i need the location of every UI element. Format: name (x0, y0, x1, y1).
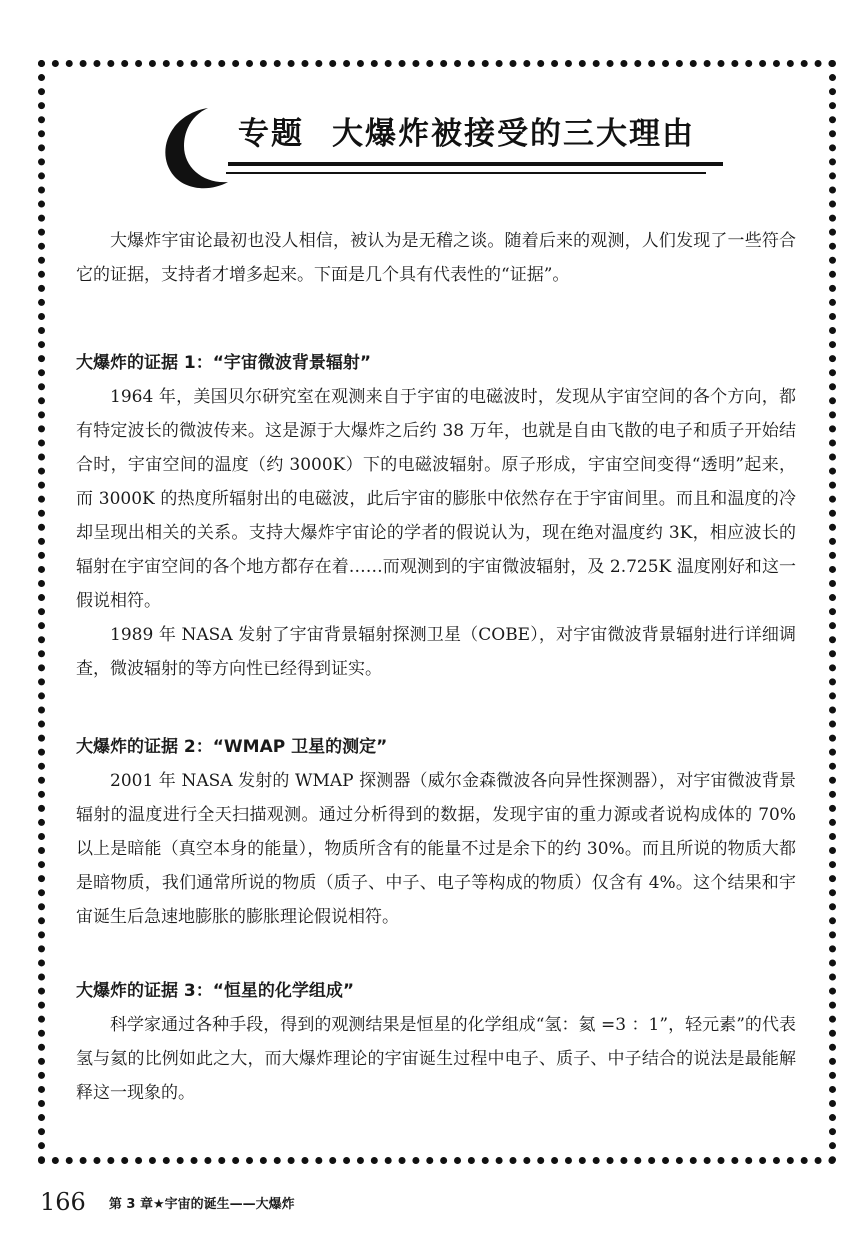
section-1-paragraph-1: 1964 年，美国贝尔研究室在观测来自于宇宙的电磁波时，发现从宇宙空间的各个方向，都有特定波长的微波传来。这是源于大爆炸之后约 38 万年，也就是自由飞散的电子和质子开始结合时，宇宙空间的温度（约 3000K）下的电磁波辐射。原子形成，宇宙空间变得“透明”起来，而 3000K 的热度所辐射出的电磁波，此后宇宙的膨胀中依然存在于宇宙间里。而且和温度的冷却呈现出相关的关系。支持大爆炸宇宙论的学者的假说认为，现在绝对温度约 3K，相应波长的辐射在宇宙空间的各个地方都存在着……而观测到的宇宙微波辐射，及 2.725K 温度刚好和这一假说相符。 (76, 387, 796, 611)
intro-paragraph: 大爆炸宇宙论最初也没人相信，被认为是无稽之谈。随着后来的观测，人们发现了一些符合它的证据，支持者才增多起来。下面是几个具有代表性的“证据”。 (76, 231, 796, 285)
title-underline-thin (226, 172, 706, 174)
topic-title (238, 112, 758, 156)
page-footer (40, 1188, 295, 1222)
topic-label: 专题 (238, 116, 304, 152)
title-underline (228, 162, 723, 166)
topic-heading: 大爆炸被接受的三大理由 (332, 116, 695, 152)
crescent-moon-icon (148, 104, 230, 192)
chapter-title: 第 3 章★宇宙的诞生——大爆炸 (108, 1196, 295, 1212)
section-3-paragraph-1: 科学家通过各种手段，得到的观测结果是恒星的化学组成“氢：氦 =3 ：1”，轻元素”的代表氢与氦的比例如此之大，而大爆炸理论的宇宙诞生过程中电子、质子、中子结合的说法是最能解释这一现象的。 (76, 1015, 796, 1103)
page-number: 166 (40, 1188, 86, 1216)
section-heading-3: 大爆炸的证据 3：“恒星的化学组成” (76, 981, 355, 1001)
section-heading-2: 大爆炸的证据 2：“WMAP 卫星的测定” (76, 737, 388, 757)
section-2-paragraph-1: 2001 年 NASA 发射的 WMAP 探测器（威尔金森微波各向异性探测器），对宇宙微波背景辐射的温度进行全天扫描观测。通过分析得到的数据，发现宇宙的重力源或者说构成体的 70% 以上是暗能（真空本身的能量），物质所含有的能量不过是余下的约 30%。而且所说的物质大都是暗物质，我们通常所说的物质（质子、中子、电子等构成的物质）仅含有 4%。这个结果和宇宙诞生后急速地膨胀的膨胀理论假说相符。 (76, 771, 796, 927)
article-body (76, 224, 796, 1110)
section-heading-1: 大爆炸的证据 1：“宇宙微波背景辐射” (76, 353, 372, 373)
section-1-paragraph-2: 1989 年 NASA 发射了宇宙背景辐射探测卫星（COBE），对宇宙微波背景辐射进行详细调查，微波辐射的等方向性已经得到证实。 (76, 625, 796, 679)
